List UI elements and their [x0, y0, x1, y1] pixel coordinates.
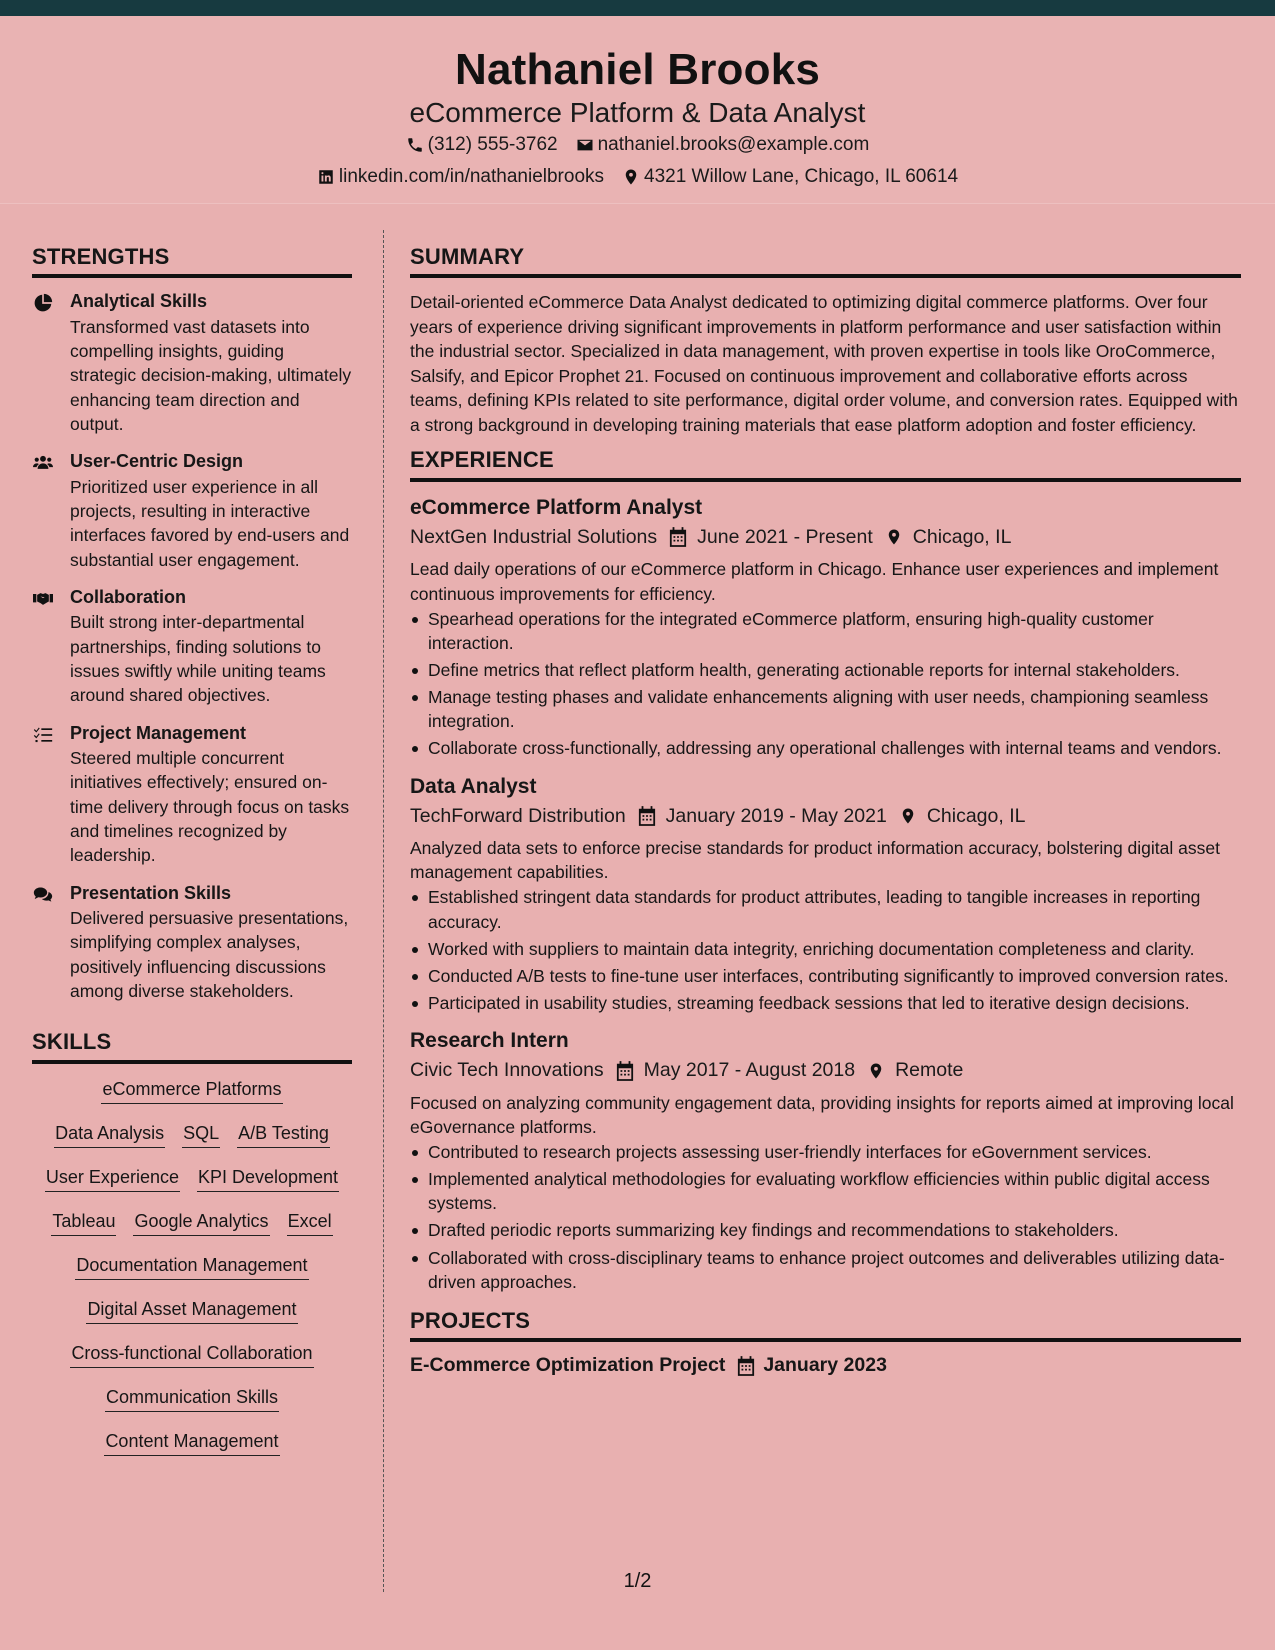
right-column	[410, 244, 1241, 1377]
job-company: Civic Tech Innovations	[410, 1059, 604, 1082]
strengths-heading: STRENGTHS	[32, 244, 352, 278]
job-location: Remote	[895, 1059, 964, 1082]
contact-phone	[406, 134, 558, 157]
job-entry	[410, 494, 1241, 761]
skill-tag: Excel	[287, 1208, 333, 1236]
calendar-icon	[669, 527, 687, 547]
strength-item	[32, 290, 352, 436]
skill-tag: Tableau	[51, 1208, 116, 1236]
job-location: Chicago, IL	[912, 526, 1012, 549]
job-bullet: Implemented analytical methodologies for evaluating workflow efficiencies within public digital access systems.	[410, 1167, 1241, 1215]
comments-icon	[32, 885, 54, 905]
email-text: nathaniel.brooks@example.com	[597, 134, 870, 155]
job-dates: June 2021 - Present	[697, 526, 873, 549]
skill-tag: Documentation Management	[75, 1252, 308, 1280]
phone-text: (312) 555-3762	[427, 134, 558, 155]
column-divider	[383, 230, 384, 1592]
strength-description: Delivered persuasive presentations, simplifying complex analyses, positively influencing discussions among diverse stakeholders.	[70, 907, 349, 1001]
projects-heading: PROJECTS	[410, 1308, 1241, 1342]
contact-row-primary	[0, 134, 1275, 157]
strength-item	[32, 722, 352, 868]
skill-tag: User Experience	[45, 1164, 180, 1192]
strength-item	[32, 450, 352, 572]
job-bullet: Conducted A/B tests to fine-tune user interfaces, contributing significantly to improved conversion rates.	[410, 964, 1241, 988]
job-meta	[410, 524, 1241, 550]
skill-tag: eCommerce Platforms	[101, 1076, 282, 1104]
map-pin-icon	[885, 527, 903, 547]
job-entry	[410, 773, 1241, 1016]
calendar-icon	[638, 806, 656, 826]
job-bullet: Define metrics that reflect platform health, generating actionable reports for internal stakeholders.	[410, 658, 1241, 682]
job-title: Research Intern	[410, 1029, 569, 1053]
resume-header	[0, 16, 1275, 204]
strength-description: Steered multiple concurrent initiatives effectively; ensured on-time delivery through focus on tasks and timelines recognized by leadership.	[70, 748, 350, 866]
summary-text: Detail-oriented eCommerce Data Analyst dedicated to optimizing digital commerce platforms. Over four years of experience driving significant improvements in platform performance and user satisfaction within the industrial sector. Specialized in data management, with proven expertise in tools like OroCommerce, Salsify, and Epicor Prophet 21. Focused on continuous improvement and collaborative efforts across teams, defining KPIs related to site performance, digital order volume, and conversion rates. Equipped with a strong background in developing training materials that ease platform adoption and foster efficiency.	[410, 292, 1238, 435]
project-title: E-Commerce Optimization Project	[410, 1354, 726, 1377]
strength-item	[32, 882, 352, 1004]
experience-heading: EXPERIENCE	[410, 447, 1241, 481]
contact-address	[622, 166, 958, 189]
job-bullet: Established stringent data standards for product attributes, leading to tangible increases in reporting accuracy.	[410, 885, 1241, 933]
map-pin-icon	[867, 1061, 885, 1081]
skill-tag: Google Analytics	[133, 1208, 269, 1236]
summary-heading: SUMMARY	[410, 244, 1241, 278]
strength-title: User-Centric Design	[70, 451, 244, 472]
job-bullets	[410, 607, 1241, 761]
contact-linkedin[interactable]	[317, 166, 604, 189]
envelope-icon	[576, 136, 594, 154]
linkedin-icon	[317, 168, 335, 186]
job-meta	[410, 803, 1241, 829]
skills-list	[32, 1076, 352, 1456]
skill-tag: Cross-functional Collaboration	[70, 1340, 313, 1368]
job-bullets	[410, 885, 1241, 1015]
address-text: 4321 Willow Lane, Chicago, IL 60614	[644, 166, 959, 187]
skill-tag: Communication Skills	[105, 1384, 279, 1412]
left-column	[32, 244, 352, 1472]
users-icon	[32, 453, 54, 473]
map-pin-icon	[899, 806, 917, 826]
job-description: Lead daily operations of our eCommerce platform in Chicago. Enhance user experiences and implement continuous improvements for efficiency.	[410, 559, 1219, 604]
job-meta	[410, 1057, 1241, 1083]
job-location: Chicago, IL	[926, 804, 1026, 827]
candidate-name: Nathaniel Brooks	[454, 45, 821, 94]
strength-description: Prioritized user experience in all projects, resulting in interactive interfaces favored by end-users and substantial user engagement.	[70, 476, 350, 570]
job-bullet: Spearhead operations for the integrated eCommerce platform, ensuring high-quality customer interaction.	[410, 607, 1241, 655]
skills-heading: SKILLS	[32, 1029, 352, 1063]
job-entry	[410, 1027, 1241, 1294]
page-number: 1/2	[623, 1570, 652, 1592]
contact-email[interactable]	[576, 134, 870, 157]
skill-tag: Data Analysis	[54, 1120, 165, 1148]
calendar-icon	[616, 1061, 634, 1081]
job-company: NextGen Industrial Solutions	[410, 526, 658, 549]
skill-tag: SQL	[182, 1120, 220, 1148]
strength-description: Transformed vast datasets into compelling insights, guiding strategic decision-making, ultimately enhancing team direction and output.	[70, 316, 352, 435]
job-bullets	[410, 1140, 1241, 1294]
skill-tag: Content Management	[104, 1428, 279, 1456]
project-entry	[410, 1354, 1241, 1377]
top-accent-bar	[0, 0, 1275, 16]
strength-description: Built strong inter-departmental partnerships, finding solutions to issues swiftly while uniting teams around shared objectives.	[70, 612, 326, 706]
task-list-icon	[32, 725, 54, 745]
job-bullet: Collaborated with cross-disciplinary teams to enhance project outcomes and deliverables utilizing data-driven approaches.	[410, 1246, 1241, 1294]
job-title: eCommerce Platform Analyst	[410, 495, 703, 519]
job-bullet: Contributed to research projects assessing user-friendly interfaces for eGovernment services.	[410, 1140, 1241, 1164]
job-description: Analyzed data sets to enforce precise standards for product information accuracy, bolstering digital asset management capabilities.	[410, 838, 1220, 883]
skill-tag: Digital Asset Management	[86, 1296, 297, 1324]
strength-title: Analytical Skills	[70, 291, 208, 312]
job-bullet: Worked with suppliers to maintain data integrity, enriching documentation completeness and clarity.	[410, 937, 1241, 961]
job-title: Data Analyst	[410, 774, 537, 798]
job-dates: January 2019 - May 2021	[665, 804, 887, 827]
strength-title: Presentation Skills	[70, 882, 232, 903]
job-bullet: Manage testing phases and validate enhancements aligning with user needs, championing seamless integration.	[410, 685, 1241, 733]
job-bullet: Participated in usability studies, streaming feedback sessions that led to iterative design decisions.	[410, 991, 1241, 1015]
calendar-icon	[737, 1356, 755, 1376]
skill-tag: KPI Development	[197, 1164, 339, 1192]
job-dates: May 2017 - August 2018	[643, 1059, 856, 1082]
candidate-title: eCommerce Platform & Data Analyst	[409, 97, 866, 128]
job-bullet: Drafted periodic reports summarizing key findings and recommendations to stakeholders.	[410, 1218, 1241, 1242]
project-date: January 2023	[763, 1354, 887, 1377]
strength-item	[32, 586, 352, 708]
handshake-icon	[32, 589, 54, 609]
strength-title: Collaboration	[70, 586, 186, 607]
strength-title: Project Management	[70, 722, 247, 743]
contact-row-secondary	[0, 166, 1275, 189]
skill-tag: A/B Testing	[237, 1120, 330, 1148]
job-description: Focused on analyzing community engagement data, providing insights for reports aimed at improving local eGovernance platforms.	[410, 1092, 1234, 1137]
map-pin-icon	[622, 168, 640, 186]
pie-chart-icon	[32, 293, 54, 313]
phone-icon	[406, 136, 424, 154]
job-bullet: Collaborate cross-functionally, addressing any operational challenges with internal teams and vendors.	[410, 736, 1241, 760]
job-company: TechForward Distribution	[410, 804, 626, 827]
linkedin-text: linkedin.com/in/nathanielbrooks	[338, 166, 605, 187]
